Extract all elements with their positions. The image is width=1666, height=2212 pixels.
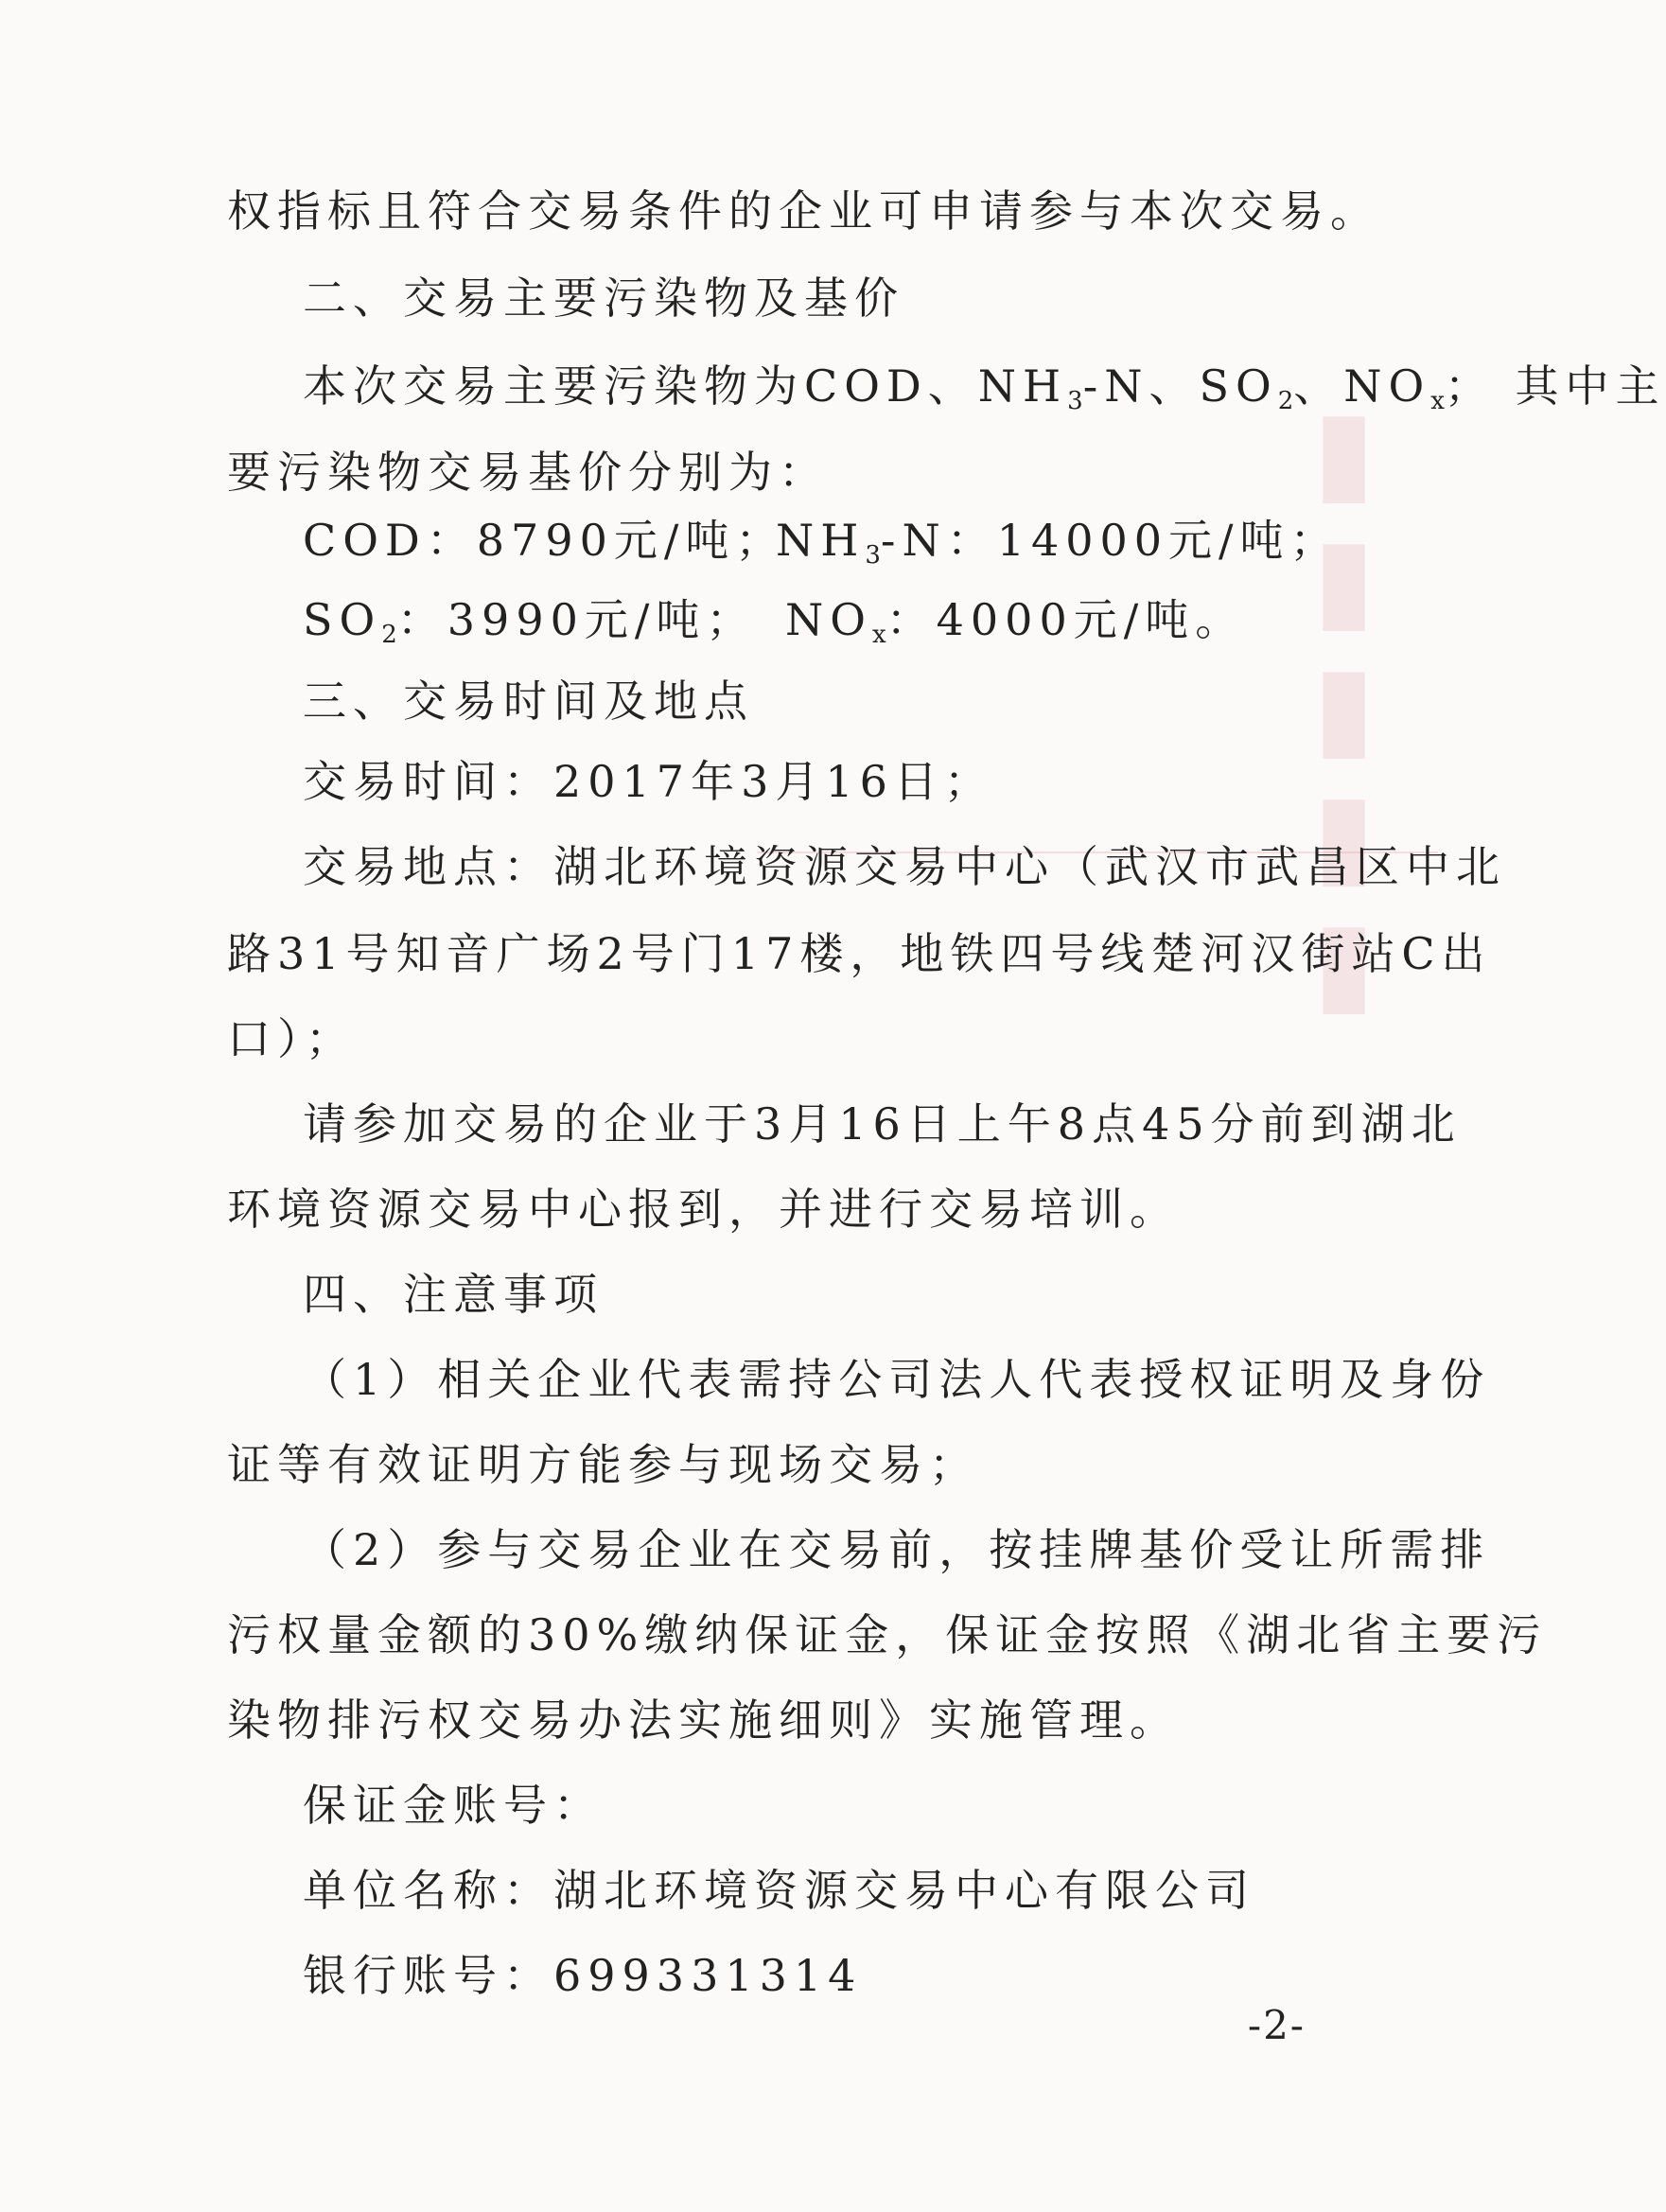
paragraph-line: （1）相关企业代表需持公司法人代表授权证明及身份 [303,1354,1491,1405]
price-nh3n: $NH_3-N$：14000元/吨； [776,515,1341,570]
bleed-through-seal: ▮▮▮▮▮ [1278,407,1410,1045]
unit-name: 单位名称：湖北环境资源交易中心有限公司 [303,1865,1255,1916]
paragraph-line: 本次交易主要污染物为COD、$NH_3-N$、$SO_2$、$NO_x$； 其中主 [303,360,1666,415]
paragraph-line: 口）； [227,1013,356,1064]
paragraph-line: （2）参与交易企业在交易前，按挂牌基价受让所需排 [303,1524,1491,1575]
paragraph-line: 染物排污权交易办法实施细则》实施管理。 [227,1694,1180,1746]
section-heading-2: 二、交易主要污染物及基价 [303,272,904,324]
bank-account: 银行账号：699331314 [303,1950,863,2001]
paragraph-line: 要污染物交易基价分别为： [227,447,829,498]
price-cod: COD：8790元/吨； [303,515,786,566]
trade-time: 交易时间：2017年3月16日； [303,756,994,807]
price-so2: $SO_2$：3990元/吨； [303,594,757,649]
paragraph-line: 路31号知音广场2号门17楼，地铁四号线楚河汉街站C出 [227,928,1492,979]
section-heading-4: 四、注意事项 [303,1269,604,1320]
price-nox: $NO_x$：4000元/吨。 [785,594,1246,649]
paragraph-line: 请参加交易的企业于3月16日上午8点45分前到湖北 [303,1098,1462,1150]
paragraph-line: 交易地点：湖北环境资源交易中心（武汉市武昌区中北 [303,841,1506,892]
paragraph-line: 证等有效证明方能参与现场交易； [227,1439,979,1490]
deposit-label: 保证金账号： [303,1780,604,1831]
paragraph-line: 污权量金额的30%缴纳保证金，保证金按照《湖北省主要污 [227,1609,1548,1660]
page-number: -2- [1247,2002,1306,2048]
section-heading-3: 三、交易时间及地点 [303,676,754,727]
paragraph-line: 权指标且符合交易条件的企业可申请参与本次交易。 [227,185,1380,237]
paragraph-line: 环境资源交易中心报到，并进行交易培训。 [227,1184,1180,1235]
